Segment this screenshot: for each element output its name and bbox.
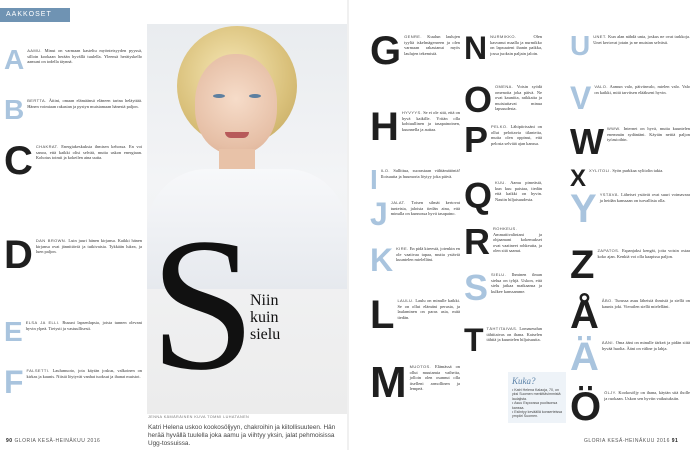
entry-letter: V	[570, 80, 592, 116]
entry-n: NNURMIKKO. Olen kasvanut maalla ja nurmikko on lapsuuteni ihanin paikka, jossa juoksin paljain jaloin.	[464, 30, 542, 66]
entry-t: TTÄHTITAIVAS. Lomaseudun tähtitaivas on ihana. Katselen tähtiä ja kuuntelen hiljaisuutta.	[464, 322, 542, 358]
entry-letter: G	[370, 29, 402, 73]
kuka-info-box	[508, 372, 566, 423]
footer-right: GLORIA KESÄ-HEINÄKUU 2016 91	[584, 438, 679, 444]
entry-letter: Ö	[570, 385, 602, 429]
entry-letter: Å	[570, 293, 599, 337]
entry-r: RROHKEUS. Ammattivalintani ja ohjaamani kokemukset ovat vaatineet rohkeutta, ja olen sitä saanut.	[464, 221, 542, 262]
kuka-item: • Katri Helena Kalaoja, 70, on yksi Suomen merkittävimmistä laulajista.	[512, 388, 561, 401]
entry-g: GGENRE. Kuulun laulujen tyyliä iskelmägenreen ja olen varmaan rakastanut myös laulujen tekemistä.	[370, 29, 460, 73]
entry-a: AAAMU. Minut on varmaan kasteltu myönteisyyden pyyssä, silloin kookaan herään hyvällä tuulella. Yleensä herätyskello aamuni on todella täynnä.	[4, 44, 142, 75]
entry-k: KKIRE. En pidä kireestä, jotenkin en ole vaativaa tapaa, mutta ystäviä kuuntelen mielelläni.	[370, 242, 460, 278]
entry-letter: R	[464, 221, 490, 262]
entry-h: HHYVYYS. Se ei ole sitä, että on hyvä kaikille. Yritän olla kohtuullinen ja tasapainoinen, kuunnella ja auttaa.	[370, 105, 460, 149]
entry-e: EELSA JA ELLI. Rusuni lapsenlapsia, joista tunnen olevani hyvin ylpeä. Tietysti ja vastuullisesti.	[4, 316, 142, 347]
entry-letter: C	[4, 139, 33, 183]
entry-l: LLAULU. Laulu on minulle kaikki. Se on ollut elämäni perusta, ja laulaminen on paras asia, mitä tiedän.	[370, 293, 460, 337]
entry-letter: K	[370, 242, 394, 278]
entry-letter: Z	[570, 243, 595, 287]
entry-i: IILO. Sallittua, suorastaan välttämätöntä! Iloisuutta ja huumoria löytyy joka päivä.	[370, 164, 460, 195]
headline: Niin kuin sielu	[250, 292, 281, 343]
entry-w: WWWW. Internet on hyvä, mutta kuuntelen enemmän sydäntäni. Käytän nettiä paljon työasioihin.	[570, 121, 690, 162]
entry-d: DDAN BROWN. Luin juuri hänen kirjansa. Kaikki hänen kirjansa ovat jännittäviä ja tutkivaisia. Tykkään lukea, ja luen paljon.	[4, 233, 142, 277]
entry-y: YYSTÄVÄ. Läheiset ystävät ovat suuri voimavara ja heidän kanssaan on turvallista olla.	[570, 187, 690, 231]
entry-letter: E	[4, 316, 23, 347]
entry-oe: ÖÖLJY. Kookosöljy on ihana, käytän sitä iholle ja ruokaan. Uskon sen hyviin vaikutuksiin.	[570, 385, 690, 429]
entry-aa: ÅÅBO. Turussa asuu läheisiä ihmisiä ja siellä on kaunis joki. Vierailen siellä mielelläni.	[570, 293, 690, 337]
entry-b: BBERTTA. Äitini, omaan elämäänsä eläneen tarina heläyttää. Hänen voimiaan rakastan ja pystyn muistamaan hänestä paljon.	[4, 94, 142, 125]
entry-letter: H	[370, 105, 399, 149]
section-tag: AAKKOSET	[0, 8, 70, 22]
entry-u: UUNET. Kun alan nähdä unia, joskus ne ovat tarkkoja. Unet kertovat jotain ja ne muistan selvästi.	[570, 30, 691, 61]
entry-letter: Ä	[570, 335, 599, 379]
entry-letter: F	[4, 364, 24, 400]
kuka-item: • Asuu Espoossa puolisonsa kanssa.	[512, 401, 558, 410]
entry-letter: L	[370, 293, 395, 337]
lead-paragraph: Katri Helena uskoo kookosöljyyn, chakroihin ja kiitollisuuteen. Hän herää hyvällä tuulella joka aamu ja viihtyy yksin, jalat pehmoisissa Ugg-tossuissa.	[148, 424, 336, 447]
entry-letter: N	[464, 30, 488, 66]
entry-q: QKUU. Aamu pimeästä, kun kuu paistaa, tiedän että kaikki on hyvin. Nautin hiljaisuudesta.	[464, 175, 543, 216]
entry-letter: A	[4, 44, 25, 75]
decorative-big-letter: S	[150, 200, 256, 410]
kuka-item: • Esiintyy keväällä konserteissa ympäri Suomen.	[512, 410, 563, 419]
entry-ae: ÄÄÄNI. Oma ääni on minulle tärkeä ja pidän siitä hyvää huolta. Ääni on väline ja lahja.	[570, 335, 690, 379]
entry-letter: O	[464, 79, 493, 120]
entry-letter: Y	[570, 187, 597, 231]
entry-letter: X	[570, 165, 587, 192]
entry-letter: J	[370, 196, 388, 232]
entry-letter: Q	[464, 175, 493, 216]
entry-f: FFALSETTI. Laulumuoto, jota käytän joskus, valkoinen on kirkas ja kaunis. Niistä löytyvät vanhat tuoksut ja ihanat muistot.	[4, 364, 142, 400]
entry-letter: U	[570, 30, 591, 61]
entry-s: SSIELU. Ihminen ilman sielua on tyhjä. Uskon, että sielu jatkaa matkaansa ja kulkee kanssamme.	[464, 267, 542, 308]
entry-o: OOMENA. Voisin syödä omenoita joka päivä. Ne ovat kauniita, raikkaita ja muistuttavat minua lapsuudesta.	[464, 79, 542, 120]
entry-m: MMUOTOS. Elämässä on ollut muutamia vaiheita, jolloin olen osannut olla itselleni armollinen ja lempeä.	[370, 358, 460, 407]
entry-p: PPELKO. Lähipiirissäni on ollut pelottavia tilanteita, mutta olen oppinut, että pelosta selviää ajan kanssa.	[464, 119, 542, 160]
entry-letter: M	[370, 358, 407, 407]
entry-x: XXYLITOLI. Syön purkkaa xylitolin takia.	[570, 165, 664, 192]
entry-letter: W	[570, 121, 604, 162]
entry-letter: D	[4, 233, 33, 277]
kuka-title: Kuka?	[512, 376, 536, 386]
entry-letter: P	[464, 119, 489, 160]
byline-credits: JENNA KÄMÄRÄINEN KUVA TOMMI LUHATANEN	[148, 415, 250, 419]
entry-letter: T	[464, 322, 484, 358]
entry-letter: I	[370, 164, 378, 195]
footer-left: 90 GLORIA KESÄ-HEINÄKUU 2016	[6, 438, 101, 444]
entry-c: CCHAKRAT. Energiakeskuksia ihmisen kehossa. En voi sanoa, että kaikki olisi selvää, mutta uskon energiaan. Kohotus toimii ja kokeilen aina uutta.	[4, 139, 142, 183]
entry-letter: B	[4, 94, 25, 125]
entry-z: ZZAPATOS. Espanjaksi kengät, joita voisin ostaa koko ajan. Kenkiä voi olla kaapissa paljon.	[570, 243, 690, 287]
page-gutter	[347, 0, 349, 450]
entry-j: JJALAT. Toisen silmät kertovat tunteista, jaloista tiedän aina, että minulla on kunnossa hyvä tasapaino.	[370, 196, 460, 232]
entry-v: VVALO. Aamun valo, päivänvalo, mielen valo. Valo on kaikki, mitä tarvitsen elääkseni hyvin.	[570, 80, 690, 116]
entry-letter: S	[464, 267, 489, 308]
